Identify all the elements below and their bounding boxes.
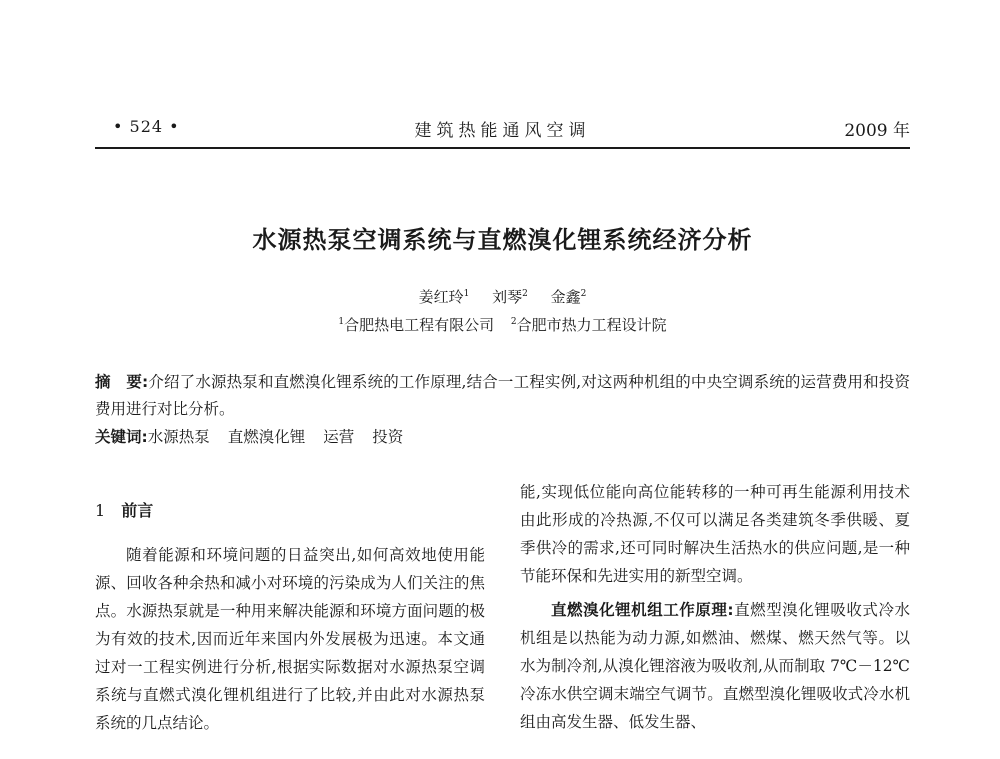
abstract-label: 摘 要:	[95, 373, 149, 391]
affiliation-list	[95, 314, 910, 335]
keywords	[95, 424, 910, 451]
running-header	[95, 114, 910, 140]
journal-name: 建筑热能通风空调	[414, 121, 591, 141]
principle-paragraph	[520, 596, 910, 736]
section-heading	[95, 498, 485, 521]
paper-title: 水源热泵空调系统与直燃溴化锂系统经济分析	[252, 226, 753, 254]
keyword: 水源热泵	[147, 428, 210, 446]
principle-text: 直燃型溴化锂吸收式冷水机组是以热能为动力源,如燃油、燃煤、燃天然气等。以水为制冷剂,从溴化锂溶液为吸收剂,从而制取 7℃－12℃冷冻水供空调末端空气调节。直燃型溴化锂吸收式冷水机组由高发生器、低发生器、	[520, 601, 910, 731]
publication-year: 2009 年	[844, 121, 910, 141]
affiliation: $^1$合肥热电工程有限公司	[338, 316, 495, 334]
principle-heading: 直燃溴化锂机组工作原理:	[551, 601, 734, 619]
section-number: 1	[95, 501, 106, 520]
abstract-text: 介绍了水源热泵和直燃溴化锂系统的工作原理,结合一工程实例,对这两种机组的中央空调系统的运营费用和投资费用进行对比分析。	[95, 373, 911, 418]
affiliation: $^2$合肥市热力工程设计院	[510, 316, 667, 334]
keyword: 直燃溴化锂	[227, 428, 306, 446]
intro-paragraph: 随着能源和环境问题的日益突出,如何高效地使用能源、回收各种余热和减小对环境的污染成为人们关注的焦点。水源热泵就是一种用来解决能源和环境方面问题的极为有效的技术,因而近年来国内外发展极为迅速。本文通过对一工程实例进行分析,根据实际数据对水源热泵空调系统与直燃式溴化锂机组进行了比较,并由此对水源热泵系统的几点结论。	[95, 546, 485, 732]
keyword: 运营	[323, 428, 355, 446]
keywords-label: 关键词:	[95, 428, 148, 446]
author: 姜红玲$^1$	[418, 288, 470, 306]
section-title: 前言	[121, 501, 154, 520]
right-column	[520, 478, 910, 736]
author: 金鑫$^2$	[550, 288, 587, 306]
page-number: • 524 •	[113, 117, 180, 136]
author: 刘琴$^2$	[492, 288, 528, 306]
keyword: 投资	[372, 428, 404, 446]
header-rule	[95, 147, 910, 149]
left-column	[95, 498, 485, 737]
author-list	[95, 286, 910, 307]
abstract	[95, 369, 910, 423]
continued-paragraph: 能,实现低位能向高位能转移的一种可再生能源利用技术由此形成的冷热源,不仅可以满足各类建筑冬季供暖、夏季供冷的需求,还可同时解决生活热水的供应问题,是一种节能环保和先进实用的新型空调。	[520, 483, 910, 585]
